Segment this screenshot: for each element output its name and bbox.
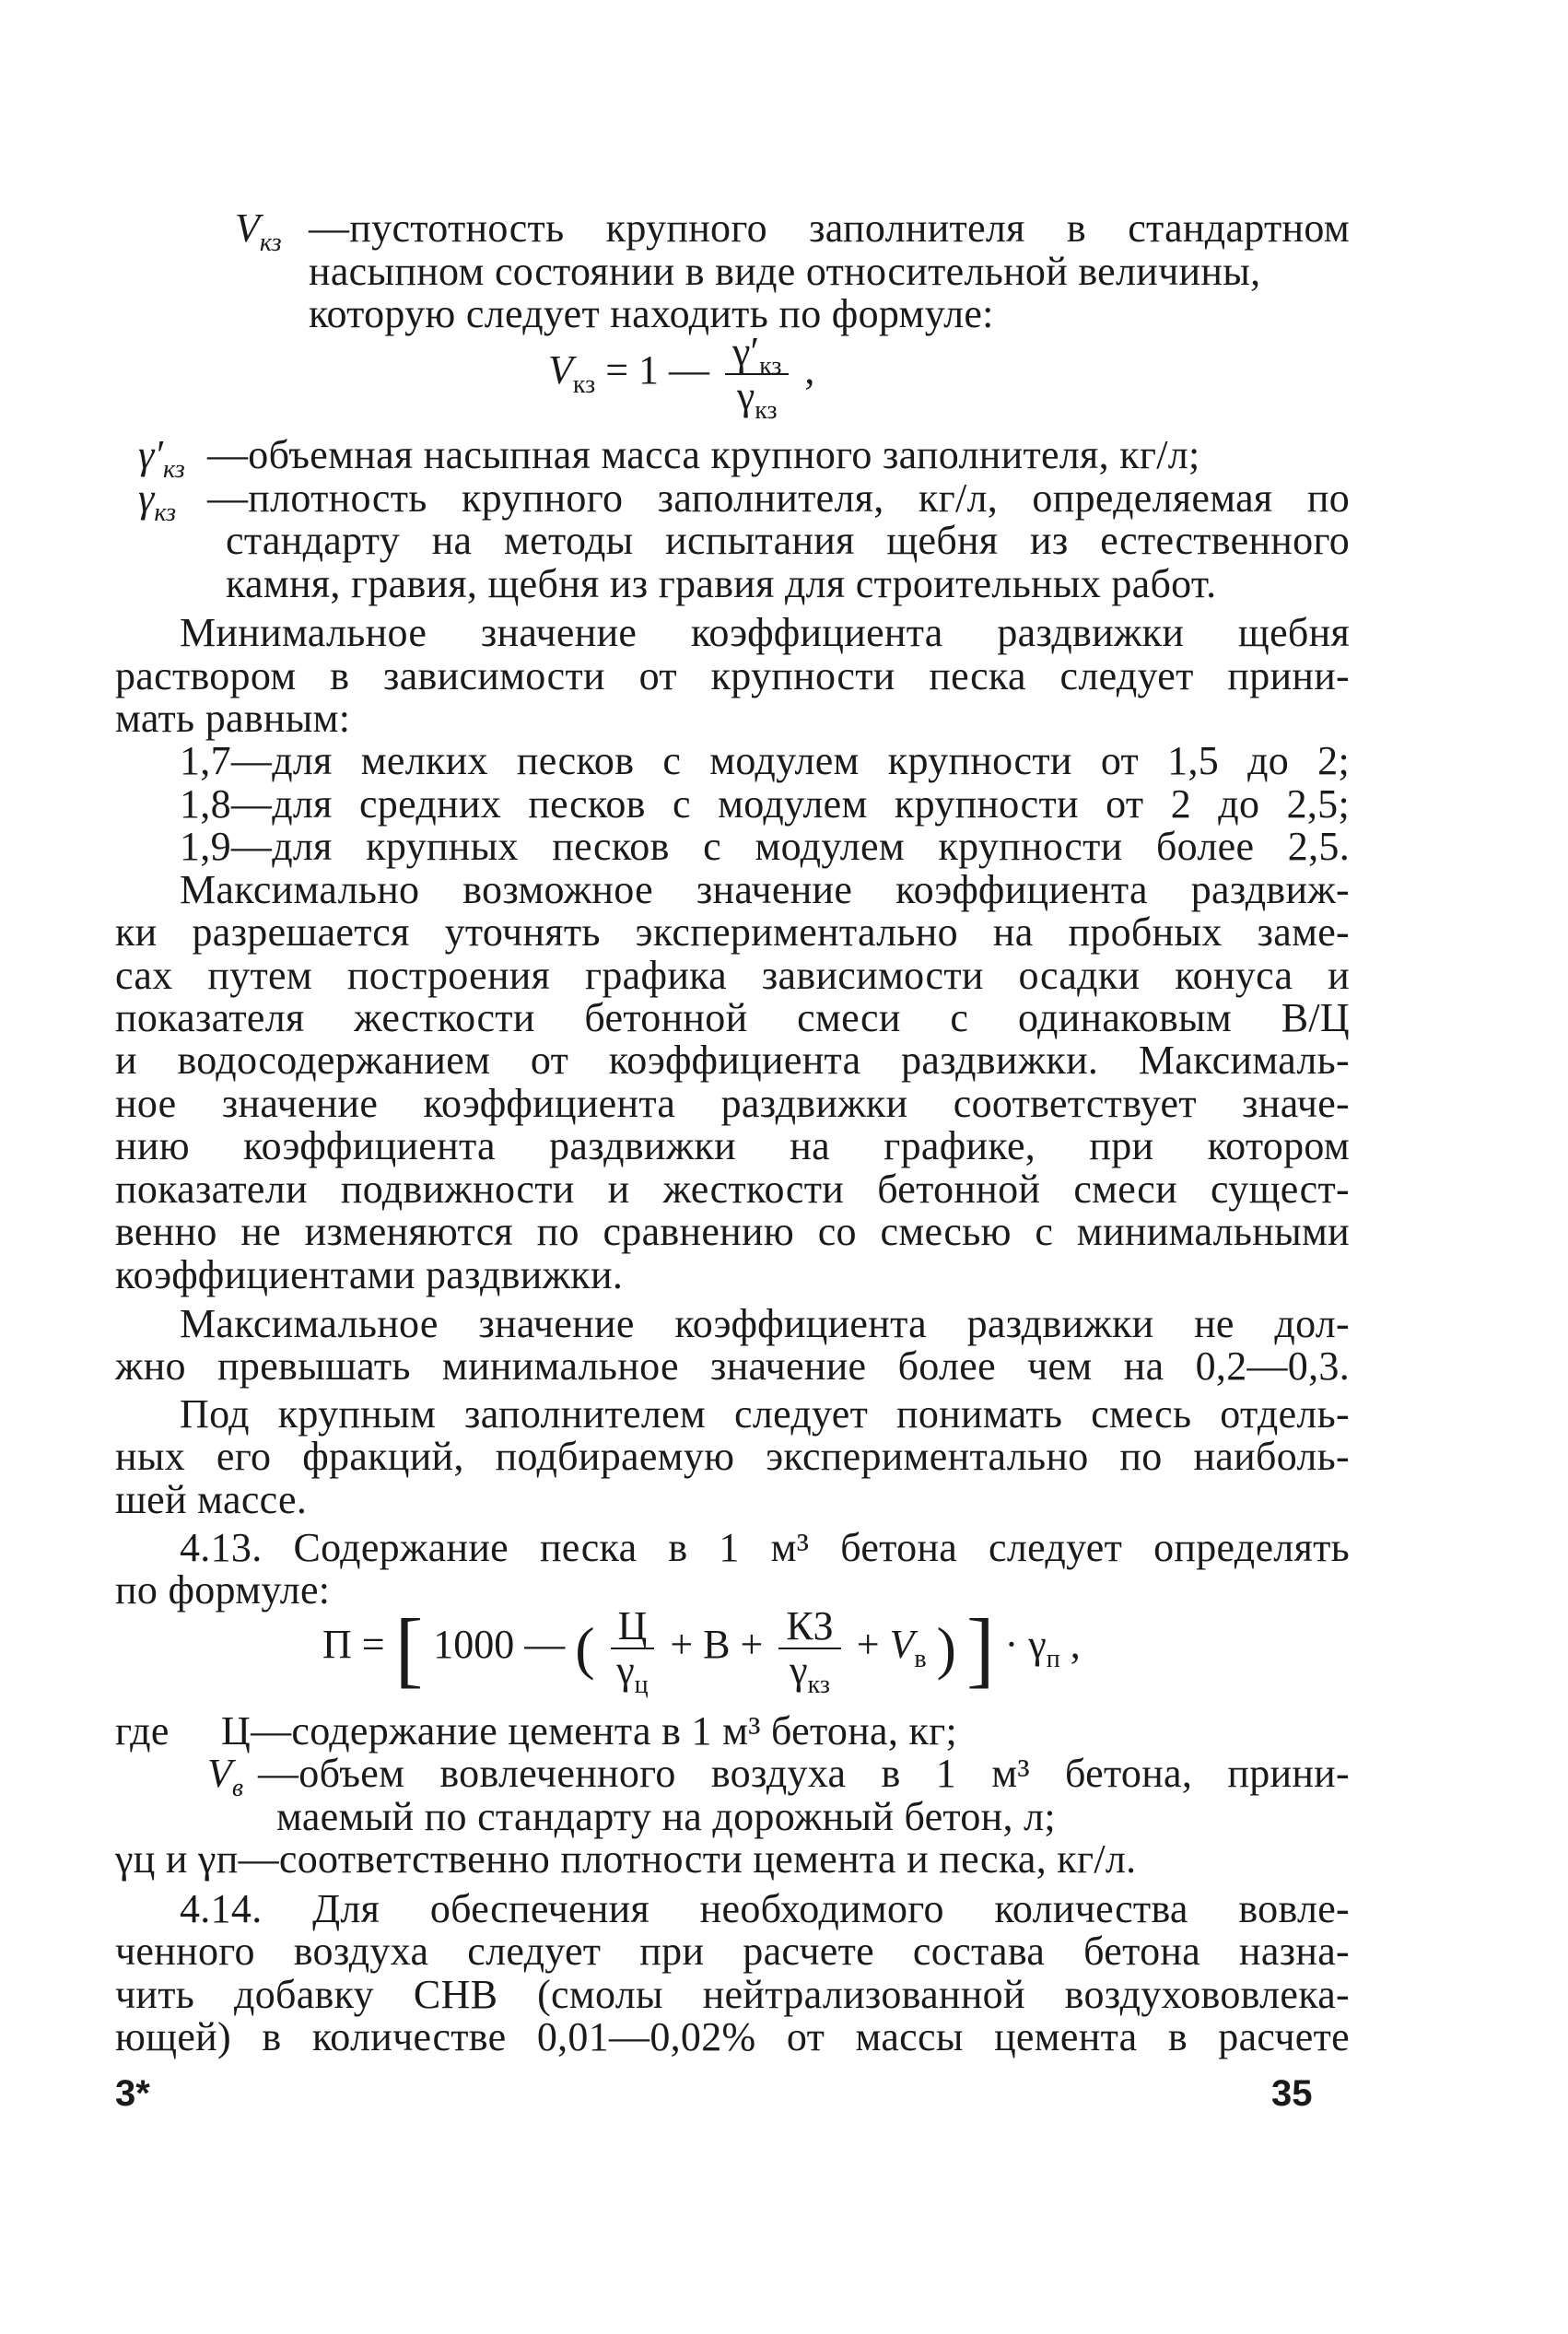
para-max-line-10: коэффициентами раздвижки. (115, 1251, 624, 1297)
gamma-prime-def: —объемная насыпная масса крупного заполнителя, кг/л; (207, 432, 1200, 478)
para-min-line-2: раствором в зависимости от крупности песка следует прини- (115, 652, 1350, 698)
para-max-line-2: ки разрешается уточнять экспериментально на пробных заме- (115, 909, 1350, 956)
vkz-def-line-2: насыпном состоянии в виде относительной величины, (309, 248, 1261, 294)
page-number: 35 (1271, 2073, 1313, 2114)
where-label: где (115, 1708, 170, 1754)
gamma-prime-symbol: $\gamma'_{кз}$ (138, 432, 185, 485)
para-max-line-5: и водосодержанием от коэффициента раздвижки. Максималь- (115, 1038, 1350, 1084)
para-coarse-line-1: Под крупным заполнителем следует понимать смесь отдель- (180, 1391, 1350, 1437)
vv-def-line-2: маемый по стандарту на дорожный бетон, л; (276, 1793, 1056, 1839)
gamma-def-line-2: стандарту на методы испытания щебня из естественного (226, 518, 1350, 564)
para-max-line-1: Максимально возможное значение коэффициента раздвиж- (180, 866, 1350, 912)
vv-symbol: $V_в$ (207, 1751, 244, 1803)
gamma-def-line-1: —плотность крупного заполнителя, кг/л, определяемая по (207, 475, 1350, 521)
section-414-line-4: ющей) в количестве 0,01—0,02% от массы цемента в расчете (115, 2014, 1350, 2059)
para-coarse-line-2: ных его фракций, подбираемую экспериментально по наиболь- (115, 1434, 1350, 1480)
vkz-symbol: $V_{кз}$ (235, 205, 282, 258)
para-min-line-1: Минимальное значение коэффициента раздвижки щебня (180, 610, 1350, 656)
cement-fraction: $\frac{Ц}{\gamma_ц}$ (611, 1605, 655, 1692)
signature-mark: 3* (115, 2073, 150, 2114)
para-limit-line-2: жно превышать минимальное значение более чем на 0,2—0,3. (115, 1343, 1350, 1390)
para-max-line-7: нию коэффициента раздвижки на графике, при котором (115, 1123, 1350, 1169)
coarse-fraction: $\frac{КЗ}{\gamma_{кз}}$ (778, 1605, 840, 1692)
para-max-line-6: ное значение коэффициента раздвижки соответствует значе- (115, 1080, 1350, 1126)
para-max-line-4: показателя жесткости бетонной смеси с одинаковым В/Ц (115, 995, 1350, 1041)
void-formula: $V_{кз} = 1$ — $\frac{\gamma'_{кз}}{\gamma_{кз}}$ , (548, 329, 815, 425)
gamma-symbol: $\gamma_{кз}$ (138, 475, 176, 527)
para-max-line-9: венно не изменяются по сравнению со смесью с минимальными (115, 1209, 1350, 1255)
sand-formula: П = [ 1000 — ( $\frac{Ц}{\gamma_ц}$ + В + $\frac{КЗ}{\gamma_{кз}}$ + $V_в$ ) ] · $\gamma_п$ , (322, 1601, 1081, 1699)
para-max-line-3: сах путем построения графика зависимости осадки конуса и (115, 952, 1350, 998)
vkz-def-line-1: —пустотность крупного заполнителя в стандартном (309, 205, 1350, 252)
gamma-def-line-3: камня, гравия, щебня из гравия для строительных работ. (226, 560, 1217, 606)
para-coarse-line-3: шей массе. (115, 1476, 308, 1522)
vkz-def-line-3: которую следует находить по формуле: (309, 291, 994, 337)
vv-def-line-1: —объем вовлеченного воздуха в 1 м³ бетона, прини- (258, 1751, 1350, 1797)
section-413-line-1: 4.13. Содержание песка в 1 м³ бетона следует определять (180, 1524, 1350, 1570)
para-limit-line-1: Максимальное значение коэффициента раздвижки не дол- (180, 1301, 1350, 1346)
list-item-2: 1,8—для средних песков с модулем крупности от 2 до 2,5; (180, 780, 1350, 827)
cement-def: Ц—содержание цемента в 1 м³ бетона, кг; (221, 1708, 958, 1754)
section-414-line-1: 4.14. Для обеспечения необходимого количества вовле- (180, 1885, 1350, 1931)
section-413-line-2: по формуле: (115, 1566, 331, 1613)
list-item-1: 1,7—для мелких песков с модулем крупности от 1,5 до 2; (180, 738, 1350, 784)
para-max-line-8: показатели подвижности и жесткости бетонной смеси сущест- (115, 1166, 1350, 1212)
section-414-line-3: чить добавку СНВ (смолы нейтрализованной воздухововлека- (115, 1971, 1350, 2017)
section-414-line-2: ченного воздуха следует при расчете состава бетона назна- (115, 1929, 1350, 1975)
list-item-3: 1,9—для крупных песков с модулем крупности более 2,5. (180, 824, 1350, 870)
gamma-cp-def: γц и γп—соответственно плотности цемента и песка, кг/л. (115, 1836, 1137, 1882)
void-fraction: $\frac{\gamma'_{кз}}{\gamma_{кз}}$ (725, 331, 789, 417)
para-min-line-3: мать равным: (115, 695, 351, 741)
